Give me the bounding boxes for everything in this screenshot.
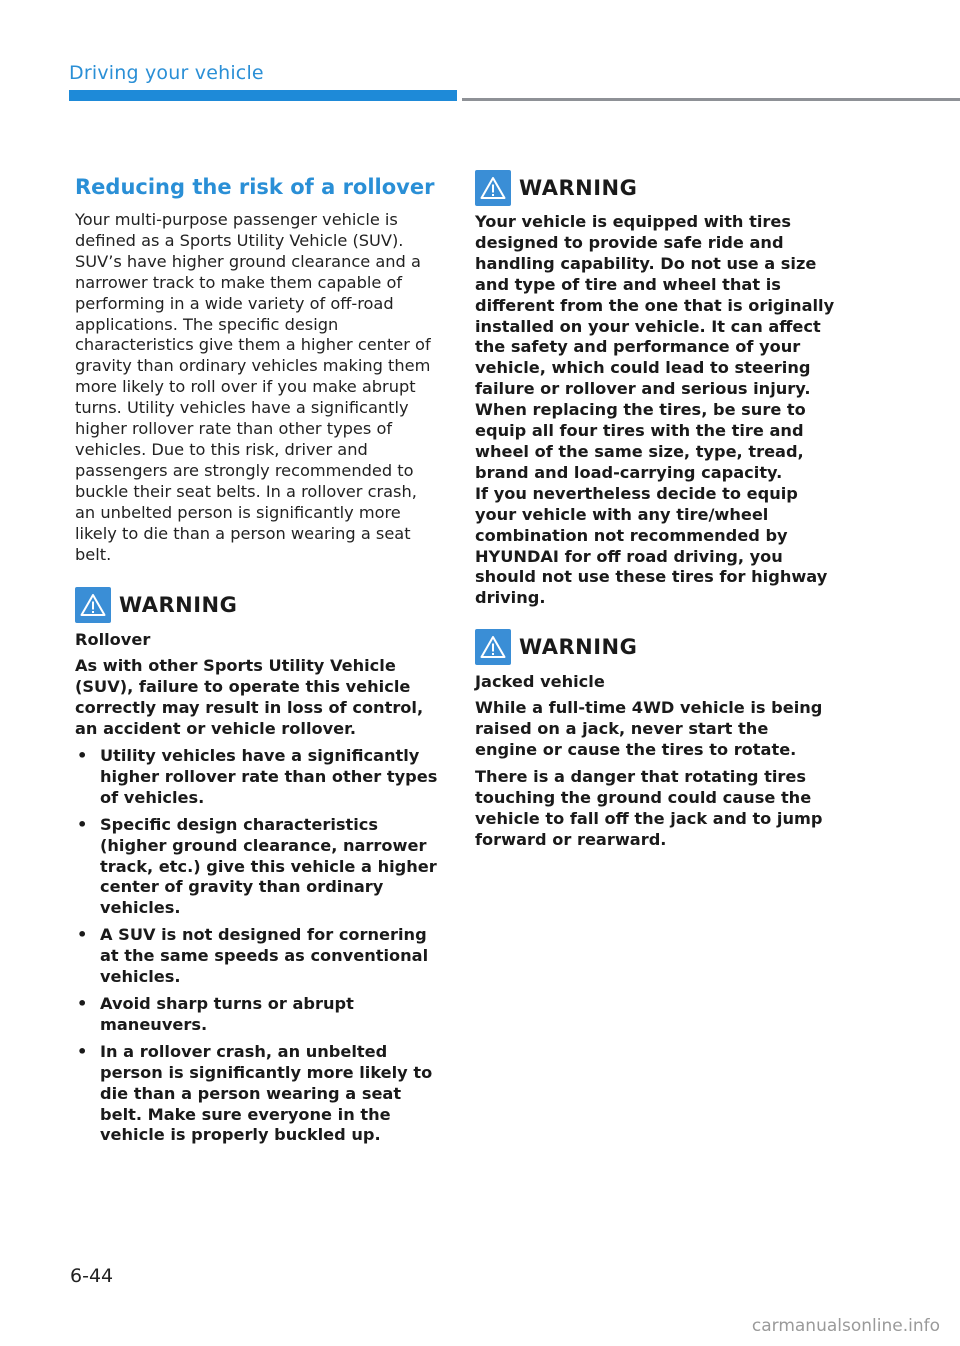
section-title: Reducing the risk of a rollover	[75, 175, 435, 199]
bullet-item: • Utility vehicles have a significantly higher rollover rate than other types of vehicles.	[75, 746, 440, 809]
warning-tires	[475, 170, 835, 609]
warning-bullet-list	[75, 746, 440, 1146]
intro-paragraph: Your multi-purpose passenger vehicle is defined as a Sports Utility Vehicle (SUV). SUV’s have higher ground clearance and a narrower track to make them capable of performing in a wide variety of off-road applications. The specific design characteristics give them a higher center of gravity than ordinary vehicles making them more likely to roll over if you make abrupt turns. Utility vehicles have a significantly higher rollover rate than other types of vehicles. Due to this risk, driver and passengers are strongly recommended to buckle their seat belts. In a rollover crash, an unbelted person is significantly more likely to die than a person wearing a seat belt.	[75, 210, 431, 564]
bullet-item: • Avoid sharp turns or abrupt maneuvers.	[75, 994, 440, 1036]
warning-jacked-vehicle	[475, 629, 835, 850]
header-bar-rule	[462, 98, 960, 101]
bullet-item: • Specific design characteristics (higher ground clearance, narrower track, etc.) give this vehicle a higher center of gravity than ordinary vehicles.	[75, 815, 440, 920]
warning-label: WARNING	[519, 635, 638, 660]
warning-header	[75, 587, 440, 623]
warning-triangle-icon	[475, 629, 511, 665]
warning-body: Your vehicle is equipped with tires designed to provide safe ride and handling capability. Do not use a size and type of tire and wheel that is different from the one that is originally installed on your vehicle. It can affect the safety and performance of your vehicle, which could lead to steering failure or rollover and serious injury. When replacing the tires, be sure to equip all four tires with the tire and wheel of the same size, type, tread, brand and load-carrying capacity.	[475, 212, 835, 482]
left-column	[75, 172, 440, 1152]
warning-header	[475, 170, 835, 206]
warning-header	[475, 629, 835, 665]
warning-triangle-icon	[475, 170, 511, 206]
bullet-item: • In a rollover crash, an unbelted person is significantly more likely to die than a person wearing a seat belt. Make sure everyone in the vehicle is properly buckled up.	[75, 1042, 440, 1147]
warning-rollover	[75, 587, 440, 1146]
warning-subtitle: Jacked vehicle	[475, 672, 605, 692]
warning-subtitle: Rollover	[75, 630, 151, 650]
warning-body-continued: If you nevertheless decide to equip your vehicle with any tire/wheel combination not recommended by HYUNDAI for off road driving, you should not use these tires for highway driving.	[475, 483, 828, 608]
right-column	[475, 170, 835, 857]
warning-body: As with other Sports Utility Vehicle (SUV), failure to operate this vehicle correctly may result in loss of control, an accident or vehicle rollover.	[75, 656, 424, 739]
header-bar-accent	[69, 90, 457, 101]
warning-body: While a full-time 4WD vehicle is being raised on a jack, never start the engine or cause the tires to rotate.	[475, 698, 823, 760]
watermark: carmanualsonline.info	[751, 1316, 940, 1336]
warning-label: WARNING	[119, 593, 238, 618]
warning-label: WARNING	[519, 176, 638, 200]
bullet-item: • A SUV is not designed for cornering at the same speeds as conventional vehicles.	[75, 925, 440, 988]
warning-triangle-icon	[75, 587, 111, 623]
warning-body-continued: There is a danger that rotating tires touching the ground could cause the vehicle to fall off the jack and to jump forward or rearward.	[475, 766, 823, 849]
page-number: 6-44	[70, 1265, 114, 1287]
running-header: Driving your vehicle	[69, 62, 264, 84]
